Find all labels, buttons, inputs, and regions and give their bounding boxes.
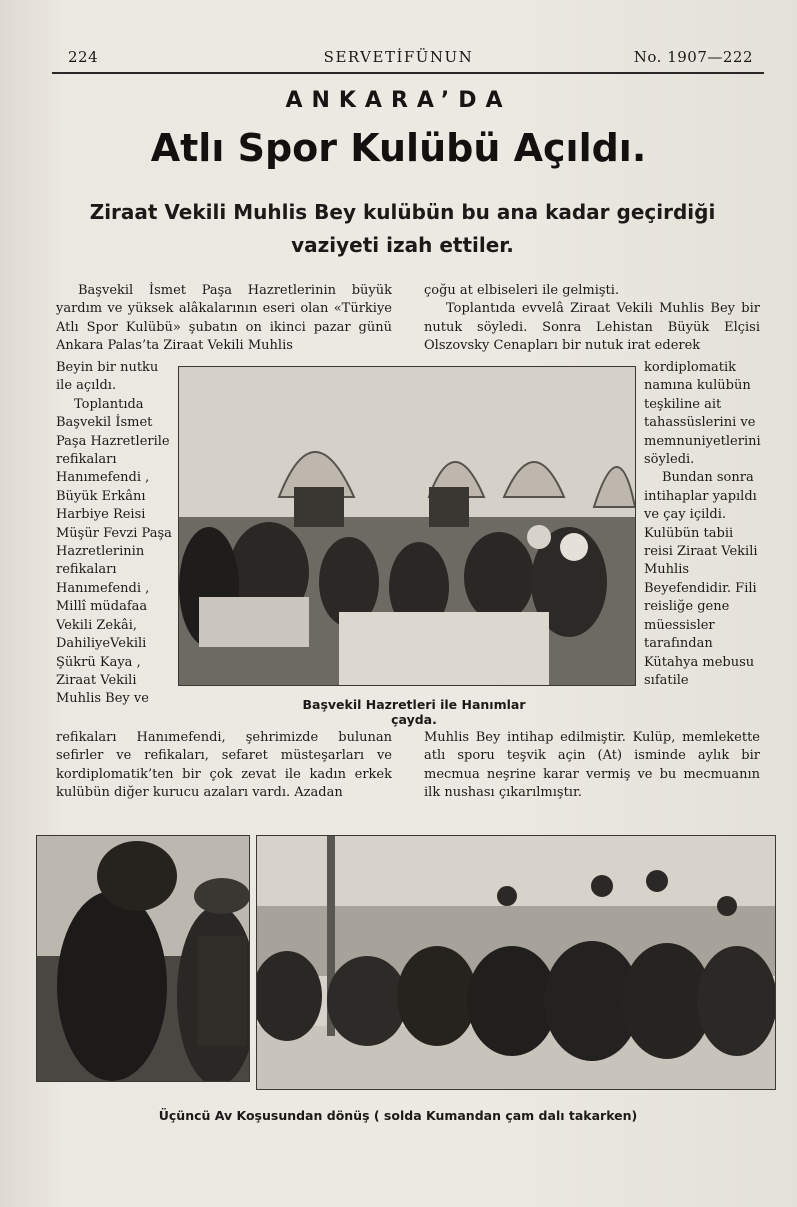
subtitle-line-1: Ziraat Vekili Muhlis Bey kulübün bu ana kadar geçirdiği (89, 200, 716, 224)
right-column-narrow (644, 359, 760, 690)
left-column-narrow (56, 359, 174, 709)
riders-photo-caption: Üçüncü Av Koşusundan dönüş ( solda Kumandan çam dalı takarken) (158, 1108, 638, 1123)
tea-photo-caption: Başvekil Hazretleri ile Hanımlar çayda. (302, 697, 526, 727)
article-title: Atlı Spor Kulübü Açıldı. (150, 126, 647, 170)
paragraph: Beyin bir nutku ile açıldı. (56, 360, 159, 394)
riders-photo (256, 835, 776, 1090)
right-column-bottom (424, 729, 760, 803)
commander-photo-image (37, 836, 249, 1081)
article-subtitle (70, 196, 735, 262)
left-column-bottom (56, 729, 392, 803)
paragraph: kordiplomatik namına kulübün teşkiline ait tahassüslerini ve memnuniyetlerini söyledi. (644, 360, 761, 468)
issue-number: No. 1907—222 (633, 48, 753, 66)
right-column-top (424, 282, 760, 356)
paragraph: Toplantıda evvelâ Ziraat Vekili Muhlis Bey bir nutuk söyledi. Sonra Lehistan Büyük Elçisi Olszovsky Cenapları bir nutuk irat ederek (424, 301, 760, 354)
tea-photo (178, 366, 636, 686)
paragraph: Muhlis Bey intihap edilmiştir. Kulüp, memlekette atlı sporu teşvik açin (At) isminde aylık bir mecmua neşrine karar vermiş ve bu mecmuanın ilk nushası çıkarılmıştır. (424, 730, 760, 801)
paragraph: Bundan sonra intihaplar yapıldı ve çay içildi. Kulübün tabii reisi Ziraat Vekili Muhlis Beyefendidir. Fili reisliğe gene müessisler tarafından Kütahya mebusu sıfatile (644, 470, 758, 688)
header-rule (52, 72, 764, 74)
subtitle-line-2: vaziyeti izah ettiler. (291, 233, 514, 257)
left-column-top (56, 282, 392, 356)
paragraph: çoğu at elbiseleri ile gelmişti. (424, 283, 620, 298)
article-kicker: ANKARA’DA (285, 88, 512, 113)
paragraph: Başvekil İsmet Paşa Hazretlerinin büyük yardım ve yüksek alâkalarının eseri olan «Türkiye Atlı Spor Kulübü» şubatın on ikinci pazar günü Ankara Palas’ta Ziraat Vekili Muhlis (56, 283, 392, 354)
page-number: 224 (68, 48, 99, 66)
commander-photo (36, 835, 250, 1082)
magazine-name: SERVETİFÜNUN (323, 48, 474, 66)
tea-photo-image (179, 367, 635, 685)
paragraph: refikaları Hanımefendi, şehrimizde bulunan sefirler ve refikaları, sefaret müsteşarları ve kordiplomatik’ten bir çok zevat ile kadın erkek kulübün diğer kurucu azaları vardı. Azadan (56, 730, 392, 801)
riders-photo-image (257, 836, 775, 1089)
paragraph: Toplantıda Başvekil İsmet Paşa Hazretlerile refikaları Hanımefendi , Büyük Erkânı Harbiye Reisi Müşür Fevzi Paşa Hazretlerinin refikaları Hanımefendi , Millî müdafaa Vekili Zekâi, DahiliyeVekili Şükrü Kaya , Ziraat Vekili Muhlis Bey ve (56, 396, 172, 707)
